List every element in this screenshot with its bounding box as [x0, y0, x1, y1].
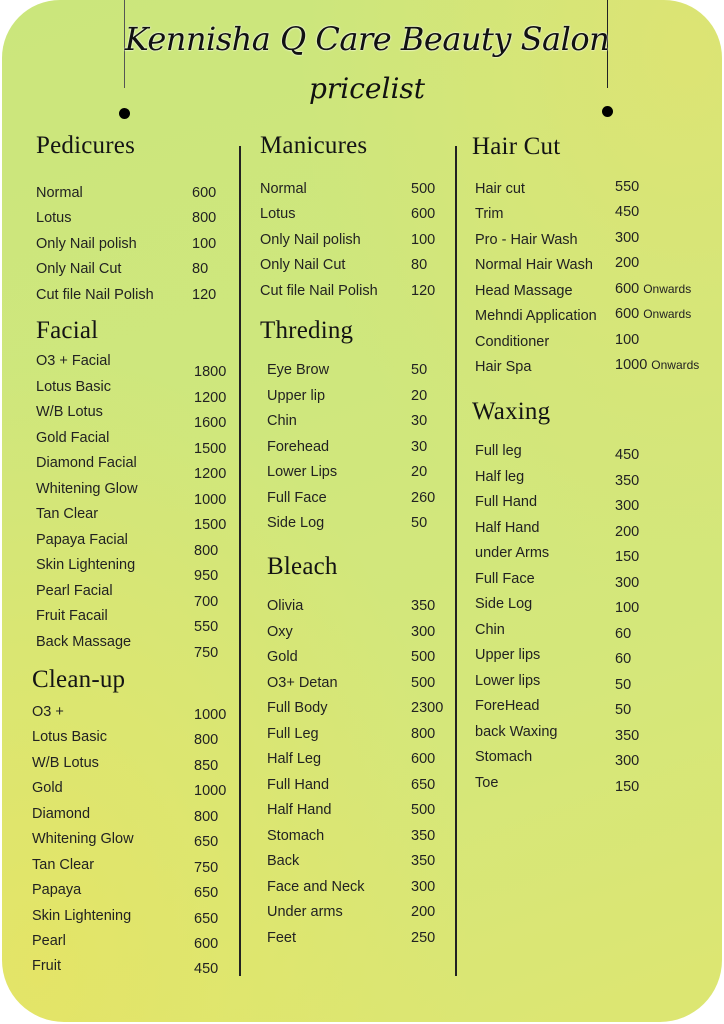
item-price: 20 [411, 388, 428, 404]
list-item [475, 357, 700, 375]
section-pedicures [36, 132, 135, 160]
item-name: Papaya [32, 882, 82, 898]
price-note: Onwards [643, 282, 692, 296]
item-name: Hair cut [475, 181, 525, 197]
list-item [475, 443, 640, 463]
item-name: Back Massage [36, 634, 132, 650]
list-item [475, 469, 640, 489]
item-name: Full Body [267, 700, 328, 716]
item-name: Gold [267, 649, 298, 665]
list-item [475, 724, 640, 744]
hanging-dot-right [602, 106, 613, 117]
item-name: Olivia [267, 598, 304, 614]
item-name: Stomach [475, 749, 533, 765]
list-item [36, 608, 219, 635]
item-price: 450 [615, 204, 640, 220]
list-item [475, 306, 692, 324]
item-name: Tan Clear [36, 506, 99, 522]
item-name: ForeHead [475, 698, 540, 714]
item-name: Full leg [475, 443, 522, 459]
item-price: 650 [194, 911, 219, 927]
list-item [267, 751, 436, 767]
item-name: Skin Lightening [32, 908, 132, 924]
list-item [475, 749, 640, 769]
salon-title: Kennisha Q Care Beauty Salon [124, 20, 610, 58]
item-price: 850 [194, 758, 219, 774]
item-name: Pearl Facial [36, 583, 113, 599]
item-price: 600 [192, 185, 217, 201]
item-price: 550 [615, 179, 640, 195]
item-name: Toe [475, 775, 499, 791]
item-price: 150 [615, 779, 640, 795]
item-name: Gold [32, 780, 63, 796]
item-name: Full Face [475, 571, 535, 587]
item-name: Diamond Facial [36, 455, 137, 471]
section-clean-up [32, 666, 125, 694]
price-note: Onwards [651, 358, 700, 372]
hanging-dot-left [119, 108, 130, 119]
item-name: Forehead [267, 439, 330, 455]
list-item [36, 430, 227, 457]
item-price: 350 [615, 473, 640, 489]
item-name: W/B Lotus [36, 404, 103, 420]
list-item [36, 261, 209, 277]
section-bleach [267, 553, 338, 581]
price-note: Onwards [643, 307, 692, 321]
item-name: Fruit [32, 958, 61, 974]
list-item [475, 673, 632, 693]
section-waxing [472, 398, 550, 426]
item-price: 150 [615, 549, 640, 565]
list-item [32, 704, 227, 723]
item-name: Whitening Glow [32, 831, 134, 847]
section-title-waxing: Waxing [472, 398, 551, 425]
list-item [36, 210, 217, 226]
pricelist-subtitle: pricelist [308, 72, 426, 105]
item-name: O3+ Detan [267, 675, 338, 691]
item-price: 800 [192, 210, 217, 226]
list-item [36, 379, 227, 406]
section-facial [36, 317, 98, 345]
section-title-facial: Facial [36, 317, 99, 344]
list-item [36, 353, 227, 380]
item-price: 120 [411, 283, 436, 299]
list-item [267, 624, 436, 640]
list-item [475, 571, 640, 591]
item-name: Lotus [260, 206, 296, 222]
section-title-hair-cut: Hair Cut [472, 133, 561, 160]
item-name: Full Leg [267, 726, 319, 742]
item-name: Upper lip [267, 388, 326, 404]
item-price: 600 [615, 281, 640, 297]
item-name: Stomach [267, 828, 325, 844]
item-name: Half Leg [267, 751, 322, 767]
item-name: Half Hand [475, 520, 540, 536]
item-price: 200 [615, 524, 640, 540]
item-price: 350 [615, 728, 640, 744]
list-item [32, 780, 227, 799]
item-price: 500 [411, 675, 436, 691]
item-name: Back [267, 853, 300, 869]
item-name: Gold Facial [36, 430, 110, 446]
list-item [260, 232, 436, 248]
list-item [267, 700, 444, 716]
list-item [267, 388, 428, 404]
section-title-pedicures: Pedicures [36, 132, 135, 159]
item-price: 650 [411, 777, 436, 793]
item-price: 950 [194, 568, 219, 584]
list-item [475, 494, 640, 514]
item-price: 250 [411, 930, 436, 946]
item-name: Lower Lips [267, 464, 338, 480]
list-item [267, 904, 436, 920]
list-item [267, 598, 436, 614]
item-price: 260 [411, 490, 436, 506]
list-item [32, 729, 219, 748]
item-name: Face and Neck [267, 879, 365, 895]
item-price: 300 [615, 230, 640, 246]
item-price: 1000 [194, 492, 227, 508]
item-name: O3 + [32, 704, 64, 720]
item-name: Papaya Facial [36, 532, 128, 548]
item-name: W/B Lotus [32, 755, 99, 771]
item-name: Half leg [475, 469, 525, 485]
item-price: 500 [411, 802, 436, 818]
item-price: 300 [615, 753, 640, 769]
list-item [475, 332, 640, 350]
item-price: 450 [194, 961, 219, 977]
item-price: 80 [192, 261, 209, 277]
list-item [36, 583, 219, 610]
list-item [267, 464, 428, 480]
list-item [475, 204, 640, 222]
item-price: 1800 [194, 364, 227, 380]
item-price: 300 [615, 575, 640, 591]
item-price: 500 [411, 181, 436, 197]
item-name: Only Nail polish [36, 236, 137, 252]
item-name: Lotus [36, 210, 72, 226]
item-price: 800 [194, 732, 219, 748]
item-name: back Waxing [475, 724, 558, 740]
item-price: 50 [411, 362, 428, 378]
item-price: 1200 [194, 390, 227, 406]
item-price: 20 [411, 464, 428, 480]
item-price: 1500 [194, 517, 227, 533]
list-item [36, 506, 227, 533]
item-price: 2300 [411, 700, 444, 716]
item-name: Upper lips [475, 647, 541, 663]
item-price: 50 [411, 515, 428, 531]
list-item [32, 831, 219, 850]
item-name: Half Hand [267, 802, 332, 818]
item-name: Cut file Nail Polish [36, 287, 154, 303]
item-price: 550 [194, 619, 219, 635]
list-item [267, 362, 428, 378]
list-item [267, 675, 436, 691]
list-item [32, 755, 219, 774]
item-price: 1200 [194, 466, 227, 482]
item-price: 800 [194, 809, 219, 825]
item-name: Lotus Basic [32, 729, 107, 745]
item-name: Chin [475, 622, 505, 638]
item-name: Only Nail Cut [260, 257, 346, 273]
section-threding [260, 317, 353, 345]
item-name: Side Log [267, 515, 325, 531]
list-item [267, 515, 428, 531]
list-item [36, 236, 217, 252]
list-item [475, 545, 640, 565]
item-price: 1500 [194, 441, 227, 457]
item-price: 350 [411, 853, 436, 869]
item-name: Full Face [267, 490, 327, 506]
list-item [260, 206, 436, 222]
item-price: 300 [411, 879, 436, 895]
list-item [32, 857, 219, 876]
list-item [260, 283, 436, 299]
section-title-threding: Threding [260, 317, 354, 344]
item-name: Lotus Basic [36, 379, 111, 395]
item-price: 1000 [615, 357, 648, 373]
list-item [36, 532, 219, 559]
item-price: 600 [411, 751, 436, 767]
item-price: 350 [411, 598, 436, 614]
item-name: Normal [260, 181, 307, 197]
list-item [36, 404, 227, 431]
list-item [36, 557, 219, 584]
list-item [267, 490, 436, 506]
item-name: Conditioner [475, 334, 550, 350]
list-item [36, 287, 217, 303]
list-item [260, 181, 436, 197]
item-price: 750 [194, 645, 219, 661]
list-item [36, 455, 227, 482]
item-price: 30 [411, 439, 428, 455]
section-title-bleach: Bleach [267, 553, 338, 580]
item-price: 650 [194, 834, 219, 850]
list-item [260, 257, 428, 273]
item-price: 50 [615, 702, 632, 718]
item-price: 800 [411, 726, 436, 742]
item-name: Mehndi Application [475, 308, 597, 324]
item-price: 100 [192, 236, 217, 252]
item-name: Feet [267, 930, 297, 946]
item-price: 600 [615, 306, 640, 322]
list-item [36, 185, 217, 201]
section-title-manicures: Manicures [260, 132, 368, 159]
item-price: 750 [194, 860, 219, 876]
item-price: 60 [615, 651, 632, 667]
item-name: Eye Brow [267, 362, 330, 378]
list-item [36, 634, 219, 661]
list-item [32, 933, 219, 952]
item-price: 120 [192, 287, 217, 303]
item-name: Full Hand [475, 494, 538, 510]
item-price: 300 [615, 498, 640, 514]
item-price: 50 [615, 677, 632, 693]
list-item [267, 853, 436, 869]
item-price: 100 [615, 600, 640, 616]
item-price: 100 [615, 332, 640, 348]
list-item [32, 882, 219, 901]
item-price: 700 [194, 594, 219, 610]
item-name: Under arms [267, 904, 343, 920]
item-price: 300 [411, 624, 436, 640]
item-name: Trim [475, 206, 504, 222]
column-divider-1 [239, 146, 241, 976]
list-item [475, 281, 692, 299]
item-name: under Arms [475, 545, 550, 561]
list-item [475, 520, 640, 540]
list-item [36, 481, 227, 508]
list-item [267, 726, 436, 742]
list-item [267, 777, 436, 793]
item-name: Head Massage [475, 283, 573, 299]
pricelist-card [2, 0, 722, 1022]
list-item [267, 879, 436, 895]
section-hair-cut [472, 133, 560, 161]
list-item [32, 806, 219, 825]
item-price: 1000 [194, 783, 227, 799]
list-item [32, 958, 219, 977]
item-price: 1000 [194, 707, 227, 723]
item-name: Chin [267, 413, 297, 429]
list-item [475, 255, 640, 273]
item-name: Side Log [475, 596, 533, 612]
item-price: 30 [411, 413, 428, 429]
list-item [475, 230, 640, 248]
list-item [475, 698, 632, 718]
item-price: 80 [411, 257, 428, 273]
list-item [475, 596, 640, 616]
item-name: Diamond [32, 806, 91, 822]
list-item [475, 775, 640, 795]
item-price: 650 [194, 885, 219, 901]
item-name: Normal Hair Wash [475, 257, 593, 273]
item-price: 200 [615, 255, 640, 271]
item-price: 1600 [194, 415, 227, 431]
item-name: Skin Lightening [36, 557, 136, 573]
section-manicures [260, 132, 367, 160]
list-item [267, 802, 436, 818]
item-price: 800 [194, 543, 219, 559]
list-item [32, 908, 219, 927]
item-name: Fruit Facail [36, 608, 108, 624]
item-name: Full Hand [267, 777, 330, 793]
item-name: Hair Spa [475, 359, 532, 375]
list-item [475, 179, 640, 197]
item-name: Only Nail Cut [36, 261, 122, 277]
item-name: Tan Clear [32, 857, 95, 873]
item-price: 350 [411, 828, 436, 844]
item-name: Pearl [32, 933, 66, 949]
item-name: Lower lips [475, 673, 541, 689]
item-price: 600 [194, 936, 219, 952]
section-title-clean-up: Clean-up [32, 666, 126, 693]
item-price: 200 [411, 904, 436, 920]
column-divider-2 [455, 146, 457, 976]
item-name: Normal [36, 185, 83, 201]
list-item [267, 439, 428, 455]
item-name: O3 + Facial [36, 353, 111, 369]
item-price: 600 [411, 206, 436, 222]
list-item [267, 930, 436, 946]
list-item [475, 647, 632, 667]
item-name: Oxy [267, 624, 293, 640]
item-name: Whitening Glow [36, 481, 138, 497]
list-item [267, 828, 436, 844]
item-name: Pro - Hair Wash [475, 232, 578, 248]
item-name: Only Nail polish [260, 232, 361, 248]
list-item [475, 622, 632, 642]
item-price: 100 [411, 232, 436, 248]
item-price: 500 [411, 649, 436, 665]
item-name: Cut file Nail Polish [260, 283, 378, 299]
item-price: 450 [615, 447, 640, 463]
list-item [267, 413, 428, 429]
item-price: 60 [615, 626, 632, 642]
list-item [267, 649, 436, 665]
